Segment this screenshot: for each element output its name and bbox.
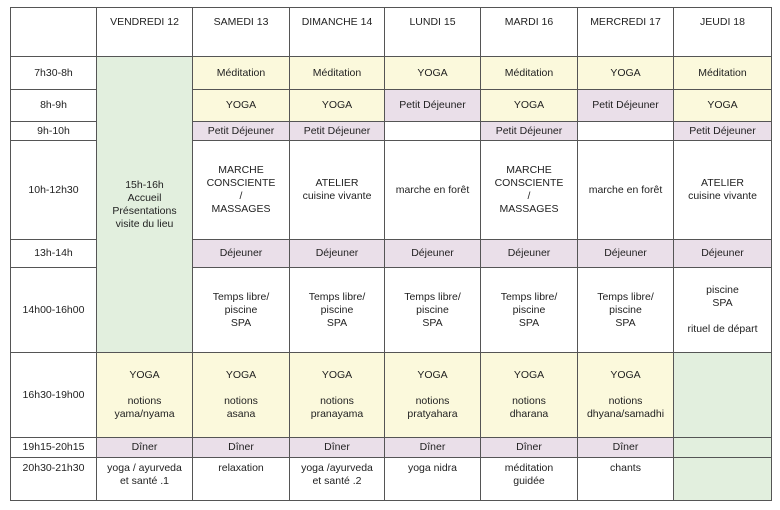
header-row	[11, 8, 772, 57]
activity-cell: MARCHE CONSCIENTE / MASSAGES	[481, 141, 578, 240]
activity-cell: yoga / ayurveda et santé .1	[97, 458, 193, 501]
activity-cell: Temps libre/ piscine SPA	[290, 268, 385, 353]
friday-welcome-cell: 15h-16h Accueil Présentations visite du lieu	[97, 57, 193, 353]
schedule-table	[10, 7, 772, 501]
activity-cell: YOGA	[674, 90, 772, 122]
activity-cell: marche en forêt	[385, 141, 481, 240]
time-label: 7h30-8h	[11, 57, 97, 90]
activity-cell	[578, 122, 674, 141]
schedule-row	[11, 353, 772, 438]
activity-cell: YOGA notions yama/nyama	[97, 353, 193, 438]
activity-cell: Temps libre/ piscine SPA	[385, 268, 481, 353]
activity-cell: MARCHE CONSCIENTE / MASSAGES	[193, 141, 290, 240]
activity-cell: Dîner	[481, 438, 578, 458]
schedule-row	[11, 458, 772, 501]
day-header: JEUDI 18	[674, 8, 772, 57]
activity-cell: YOGA notions dhyana/samadhi	[578, 353, 674, 438]
activity-cell: Petit Déjeuner	[578, 90, 674, 122]
activity-cell: yoga /ayurveda et santé .2	[290, 458, 385, 501]
activity-cell: Temps libre/ piscine SPA	[481, 268, 578, 353]
activity-cell: YOGA	[578, 57, 674, 90]
activity-cell: Dîner	[97, 438, 193, 458]
activity-cell: chants	[578, 458, 674, 501]
activity-cell: ATELIER cuisine vivante	[290, 141, 385, 240]
activity-cell: Petit Déjeuner	[290, 122, 385, 141]
day-header: MERCREDI 17	[578, 8, 674, 57]
activity-cell: Méditation	[481, 57, 578, 90]
day-header: VENDREDI 12	[97, 8, 193, 57]
activity-cell: Petit Déjeuner	[193, 122, 290, 141]
activity-cell: Déjeuner	[481, 240, 578, 268]
activity-cell: Petit Déjeuner	[674, 122, 772, 141]
schedule-row	[11, 438, 772, 458]
time-label: 20h30-21h30	[11, 458, 97, 501]
activity-cell: yoga nidra	[385, 458, 481, 501]
activity-cell: Dîner	[290, 438, 385, 458]
activity-cell: Déjeuner	[193, 240, 290, 268]
time-label: 8h-9h	[11, 90, 97, 122]
activity-cell: Dîner	[385, 438, 481, 458]
activity-cell: YOGA notions dharana	[481, 353, 578, 438]
day-header: SAMEDI 13	[193, 8, 290, 57]
day-header: LUNDI 15	[385, 8, 481, 57]
corner-cell	[11, 8, 97, 57]
schedule-row	[11, 57, 772, 90]
activity-cell: YOGA	[193, 90, 290, 122]
day-header: MARDI 16	[481, 8, 578, 57]
time-label: 19h15-20h15	[11, 438, 97, 458]
activity-cell: YOGA notions asana	[193, 353, 290, 438]
time-label: 14h00-16h00	[11, 268, 97, 353]
activity-cell	[674, 353, 772, 438]
time-label: 9h-10h	[11, 122, 97, 141]
activity-cell: Méditation	[674, 57, 772, 90]
activity-cell: YOGA notions pranayama	[290, 353, 385, 438]
activity-cell: Méditation	[193, 57, 290, 90]
activity-cell: ATELIER cuisine vivante	[674, 141, 772, 240]
activity-cell: Temps libre/ piscine SPA	[193, 268, 290, 353]
activity-cell: YOGA	[385, 57, 481, 90]
activity-cell: relaxation	[193, 458, 290, 501]
activity-cell	[674, 438, 772, 458]
activity-cell: YOGA	[290, 90, 385, 122]
activity-cell	[385, 122, 481, 141]
day-header: DIMANCHE 14	[290, 8, 385, 57]
activity-cell: Dîner	[578, 438, 674, 458]
activity-cell: Temps libre/ piscine SPA	[578, 268, 674, 353]
activity-cell: Petit Déjeuner	[481, 122, 578, 141]
activity-cell: marche en forêt	[578, 141, 674, 240]
activity-cell: Déjeuner	[385, 240, 481, 268]
activity-cell: Petit Déjeuner	[385, 90, 481, 122]
activity-cell: Déjeuner	[674, 240, 772, 268]
time-label: 16h30-19h00	[11, 353, 97, 438]
time-label: 13h-14h	[11, 240, 97, 268]
time-label: 10h-12h30	[11, 141, 97, 240]
activity-cell: Dîner	[193, 438, 290, 458]
activity-cell: YOGA	[481, 90, 578, 122]
activity-cell: YOGA notions pratyahara	[385, 353, 481, 438]
activity-cell: piscine SPA rituel de départ	[674, 268, 772, 353]
activity-cell: méditation guidée	[481, 458, 578, 501]
activity-cell: Déjeuner	[290, 240, 385, 268]
activity-cell: Déjeuner	[578, 240, 674, 268]
activity-cell: Méditation	[290, 57, 385, 90]
activity-cell	[674, 458, 772, 501]
